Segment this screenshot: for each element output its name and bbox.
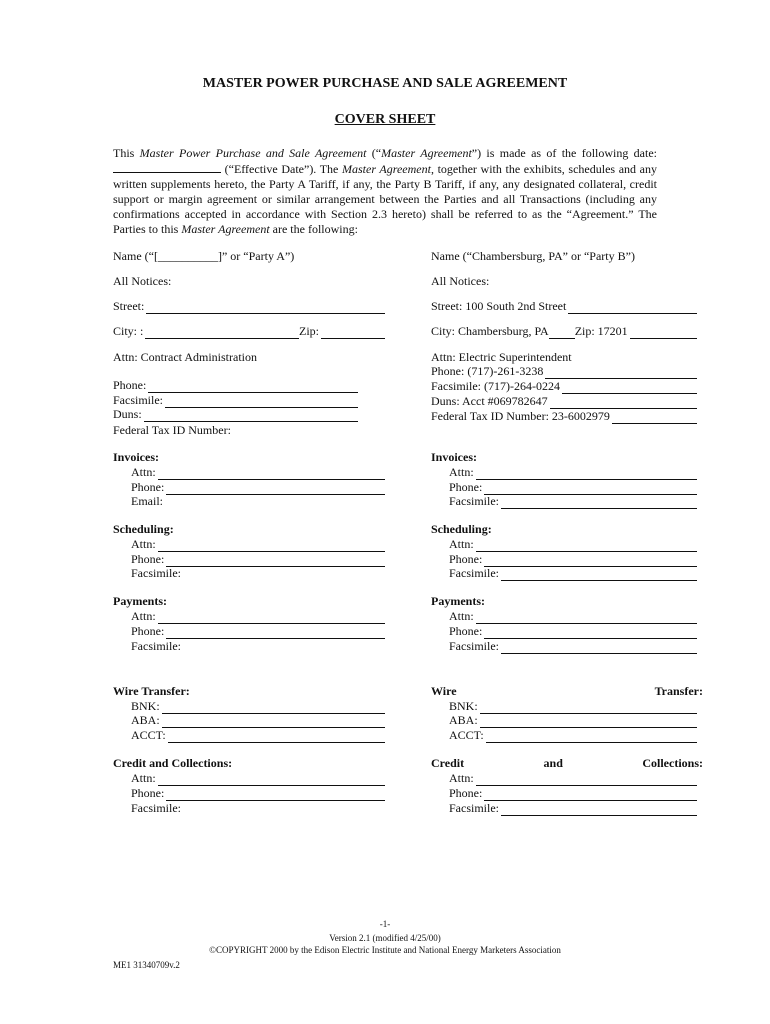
party-b-phone-field[interactable] <box>431 364 697 379</box>
field-label: BNK: <box>449 699 478 713</box>
party-b-wire-bnk-field[interactable] <box>449 699 697 714</box>
party-a-wire-aba-field[interactable] <box>131 713 385 728</box>
field-line[interactable] <box>476 774 697 786</box>
field-line[interactable] <box>158 540 385 552</box>
party-b-scheduling-heading: Scheduling: <box>431 522 492 536</box>
intro-italic: Master Agreement <box>342 162 431 176</box>
party-b-credit-phone-field[interactable] <box>449 786 697 801</box>
intro-text: (“ <box>366 146 382 160</box>
field-label: ABA: <box>131 713 160 727</box>
party-a-invoices-attn-field[interactable] <box>131 465 385 480</box>
party-b-credit-attn-field[interactable] <box>449 771 697 786</box>
intro-italic: Master Agreement <box>181 222 270 236</box>
field-label: Facsimile: <box>449 801 499 815</box>
field-line[interactable] <box>484 627 697 639</box>
field-line[interactable] <box>476 468 697 480</box>
party-b-wire-aba-field[interactable] <box>449 713 697 728</box>
party-b-phone-label: Phone: (717)-261-3238 <box>431 364 544 378</box>
party-a-zip-label: Zip: <box>299 324 319 338</box>
field-label: ABA: <box>449 713 478 727</box>
field-line[interactable] <box>166 627 385 639</box>
party-a-name: Name (“[__________]” or “Party A”) <box>113 249 295 263</box>
party-a-fax-label: Facsimile: <box>113 393 163 407</box>
party-a-fax-field[interactable] <box>113 393 358 408</box>
field-label: ACCT: <box>131 728 166 742</box>
field-line[interactable] <box>158 774 385 786</box>
intro-italic: Master Power Purchase and Sale Agreement <box>139 146 367 160</box>
party-b-scheduling-fax-field[interactable] <box>449 566 697 581</box>
party-a-scheduling-phone-field[interactable] <box>131 552 385 567</box>
intro-paragraph <box>113 146 657 237</box>
party-a-credit-fax: Facsimile: <box>131 801 181 815</box>
party-b-fax-field[interactable] <box>431 379 697 394</box>
party-a-duns-label: Duns: <box>113 407 142 421</box>
party-a-scheduling-fax: Facsimile: <box>131 566 181 580</box>
party-a-scheduling-attn-field[interactable] <box>131 537 385 552</box>
party-a-invoices-phone-field[interactable] <box>131 480 385 495</box>
field-label: Phone: <box>131 480 165 494</box>
party-b-payments-attn-field[interactable] <box>449 609 697 624</box>
party-b-scheduling-attn-field[interactable] <box>449 537 697 552</box>
field-line[interactable] <box>486 731 697 743</box>
field-label: Attn: <box>131 609 156 623</box>
party-a-payments-attn-field[interactable] <box>131 609 385 624</box>
party-b-wire-heading <box>431 684 703 699</box>
party-a-invoices-email: Email: <box>131 494 163 508</box>
party-a-city-label: City: : <box>113 324 144 338</box>
party-b-zip-line[interactable] <box>630 327 697 339</box>
field-label: Phone: <box>131 552 165 566</box>
party-a-street-label: Street: <box>113 299 145 313</box>
heading-word: Transfer: <box>654 684 703 698</box>
party-b-city-line[interactable] <box>549 327 575 339</box>
party-b-tax-id-field[interactable] <box>431 409 697 424</box>
intro-text: This <box>113 146 140 160</box>
party-a-city-line[interactable] <box>145 327 299 339</box>
party-b-fax-line[interactable] <box>562 382 697 394</box>
party-a-all-notices: All Notices: <box>113 274 172 288</box>
party-a-scheduling-heading: Scheduling: <box>113 522 174 536</box>
field-label: BNK: <box>131 699 160 713</box>
party-a-duns-field[interactable] <box>113 407 358 422</box>
page-number: -1- <box>379 919 391 929</box>
party-a-attn: Attn: Contract Administration <box>113 350 257 364</box>
party-a-phone-field[interactable] <box>113 378 358 393</box>
field-line[interactable] <box>501 569 697 581</box>
field-label: Attn: <box>449 537 474 551</box>
field-label: Attn: <box>131 537 156 551</box>
party-b-zip-label: Zip: 17201 <box>574 324 628 338</box>
party-b-fax-label: Facsimile: (717)-264-0224 <box>431 379 560 393</box>
party-a-street-field[interactable] <box>113 299 385 314</box>
party-b-invoices-phone-field[interactable] <box>449 480 697 495</box>
party-b-street-field[interactable] <box>431 299 697 314</box>
heading-word: Collections: <box>642 756 703 770</box>
party-b-duns-label: Duns: Acct #069782647 <box>431 394 548 408</box>
field-label: Facsimile: <box>449 639 499 653</box>
field-label: Attn: <box>449 465 474 479</box>
field-label: Attn: <box>449 609 474 623</box>
field-line[interactable] <box>480 716 697 728</box>
heading-word: Wire <box>431 684 457 698</box>
field-label: Facsimile: <box>449 566 499 580</box>
party-a-wire-heading: Wire Transfer: <box>113 684 190 698</box>
field-line[interactable] <box>166 483 385 495</box>
field-line[interactable] <box>158 468 385 480</box>
field-label: Attn: <box>131 771 156 785</box>
party-a-wire-bnk-field[interactable] <box>131 699 385 714</box>
field-label: Phone: <box>131 624 165 638</box>
party-b-phone-line[interactable] <box>545 367 697 379</box>
field-label: Phone: <box>449 786 483 800</box>
party-b-street-label: Street: 100 South 2nd Street <box>431 299 567 313</box>
field-line[interactable] <box>484 789 697 801</box>
field-line[interactable] <box>476 540 697 552</box>
party-b-credit-fax-field[interactable] <box>449 801 697 816</box>
field-line[interactable] <box>168 731 385 743</box>
party-a-city-field[interactable] <box>113 324 385 339</box>
intro-text: (“Effective Date”). The <box>221 162 343 176</box>
party-b-tax-id-line[interactable] <box>612 412 697 424</box>
party-a-payments-fax: Facsimile: <box>131 639 181 653</box>
field-line[interactable] <box>166 789 385 801</box>
field-label: Attn: <box>131 465 156 479</box>
party-a-credit-heading: Credit and Collections: <box>113 756 233 770</box>
field-line[interactable] <box>166 555 385 567</box>
party-b-duns-line[interactable] <box>550 397 697 409</box>
party-b-payments-heading: Payments: <box>431 594 485 608</box>
field-line[interactable] <box>162 716 385 728</box>
field-label: Facsimile: <box>449 494 499 508</box>
party-b-scheduling-phone-field[interactable] <box>449 552 697 567</box>
field-line[interactable] <box>476 612 697 624</box>
party-b-street-line[interactable] <box>568 302 697 314</box>
heading-word: Credit <box>431 756 465 770</box>
party-b-payments-phone-field[interactable] <box>449 624 697 639</box>
field-line[interactable] <box>501 497 697 509</box>
field-label: ACCT: <box>449 728 484 742</box>
intro-text: , together with the exhibits, schedules and any written supplements hereto, the Party A Tariff, if any, the Party B Tariff, if any, any designated collateral, credit support or margin agreement or similar arrangement between the Parties and all Transactions (including any confirmations accepted in accordance with Section 2.3 hereto) shall be referred to as the “Agreement.” The Parties to this <box>113 162 657 236</box>
document-id: ME1 31340709v.2 <box>113 960 180 970</box>
party-b-all-notices: All Notices: <box>431 274 490 288</box>
intro-italic: Master Agreement <box>381 146 472 160</box>
party-b-credit-heading <box>431 756 703 771</box>
field-label: Phone: <box>449 624 483 638</box>
party-b-invoices-heading: Invoices: <box>431 450 477 464</box>
intro-text: ”) is made as of the following date: <box>471 146 658 160</box>
field-label: Attn: <box>449 771 474 785</box>
document-title: MASTER POWER PURCHASE AND SALE AGREEMENT <box>202 76 568 91</box>
heading-word: and <box>543 756 563 770</box>
field-label: Phone: <box>449 552 483 566</box>
party-a-zip-line[interactable] <box>321 327 385 339</box>
party-b-city-label: City: Chambersburg, PA <box>431 324 549 338</box>
party-a-wire-acct-field[interactable] <box>131 728 385 743</box>
party-a-credit-attn-field[interactable] <box>131 771 385 786</box>
field-label: Phone: <box>449 480 483 494</box>
party-b-invoices-attn-field[interactable] <box>449 465 697 480</box>
intro-text: are the following: <box>269 222 358 236</box>
party-b-tax-id-label: Federal Tax ID Number: 23-6002979 <box>431 409 610 423</box>
party-a-credit-phone-field[interactable] <box>131 786 385 801</box>
party-a-payments-phone-field[interactable] <box>131 624 385 639</box>
party-a-payments-heading: Payments: <box>113 594 167 608</box>
party-a-phone-line[interactable] <box>148 381 358 393</box>
party-b-attn: Attn: Electric Superintendent <box>431 350 572 364</box>
party-b-payments-fax-field[interactable] <box>449 639 697 654</box>
party-b-name: Name (“Chambersburg, PA” or “Party B”) <box>431 249 635 263</box>
document-subtitle: COVER SHEET <box>334 112 436 127</box>
field-line[interactable] <box>158 612 385 624</box>
party-b-invoices-fax-field[interactable] <box>449 494 697 509</box>
party-b-city-field[interactable] <box>431 324 697 339</box>
party-a-tax-id: Federal Tax ID Number: <box>113 423 231 437</box>
party-b-wire-acct-field[interactable] <box>449 728 697 743</box>
field-line[interactable] <box>501 804 697 816</box>
field-line[interactable] <box>501 642 697 654</box>
party-a-street-line[interactable] <box>146 302 385 314</box>
copyright-line: ©COPYRIGHT 2000 by the Edison Electric Institute and National Energy Marketers Association <box>209 945 561 955</box>
party-a-phone-label: Phone: <box>113 378 147 392</box>
party-b-duns-field[interactable] <box>431 394 697 409</box>
effective-date-blank[interactable] <box>113 161 221 173</box>
party-a-invoices-heading: Invoices: <box>113 450 159 464</box>
version-line: Version 2.1 (modified 4/25/00) <box>329 933 441 943</box>
party-a-duns-line[interactable] <box>144 410 358 422</box>
field-label: Phone: <box>131 786 165 800</box>
